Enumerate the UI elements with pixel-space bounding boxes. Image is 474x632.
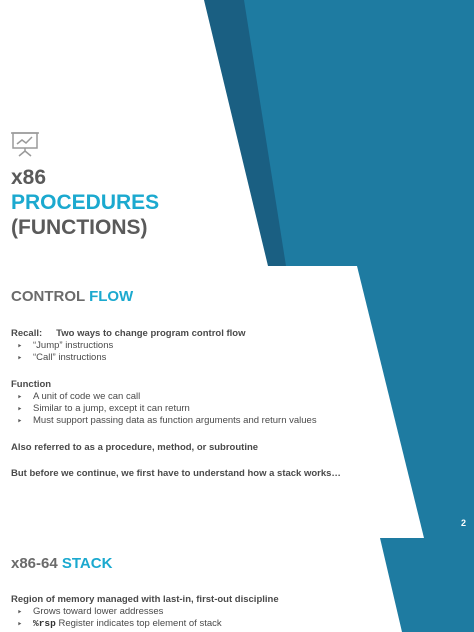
title-slide [0,0,474,266]
stack-slide [0,538,474,632]
list-item: ‣ Similar to a jump, except it can return [11,403,351,415]
recall-label: Recall: [11,328,43,339]
function-block [11,379,351,427]
also-referred-text: Also referred to as a procedure, method, or subroutine [11,442,259,453]
control-flow-slide [0,266,474,538]
before-continue-text: But before we continue, we first have to understand how a stack works… [11,468,341,479]
list-item: ‣ “Jump” instructions [11,340,341,352]
recall-block [11,328,341,364]
list-item [11,618,371,630]
heading-plain: CONTROL [11,288,90,305]
heading-plain: x86-64 [11,555,62,572]
heading-accent: STACK [61,555,113,572]
presentation-chart-icon [11,131,39,157]
list-item: ‣ Must support passing data as function arguments and return values [11,415,351,427]
title-line-functions: (FUNCTIONS) [11,215,148,239]
section-heading [11,555,112,572]
section-heading [11,288,133,305]
function-label: Function [11,379,52,390]
slide-title [11,166,159,240]
title-line-x86: x86 [11,166,47,189]
list-item: ‣ Grows toward lower addresses [11,606,371,618]
page-number: 2 [460,518,466,528]
list-item: ‣ A unit of code we can call [11,391,351,403]
recall-text: Two ways to change program control flow [56,328,246,339]
rsp-description: Register indicates top element of stack [58,618,222,629]
title-line-procedures: PROCEDURES [11,190,160,214]
list-item: ‣ “Call” instructions [11,352,341,364]
rsp-register-code: %rsp [33,618,56,629]
region-text: Region of memory managed with last-in, first-out discipline [11,594,279,605]
stack-description [11,594,371,630]
heading-accent: FLOW [89,288,134,305]
